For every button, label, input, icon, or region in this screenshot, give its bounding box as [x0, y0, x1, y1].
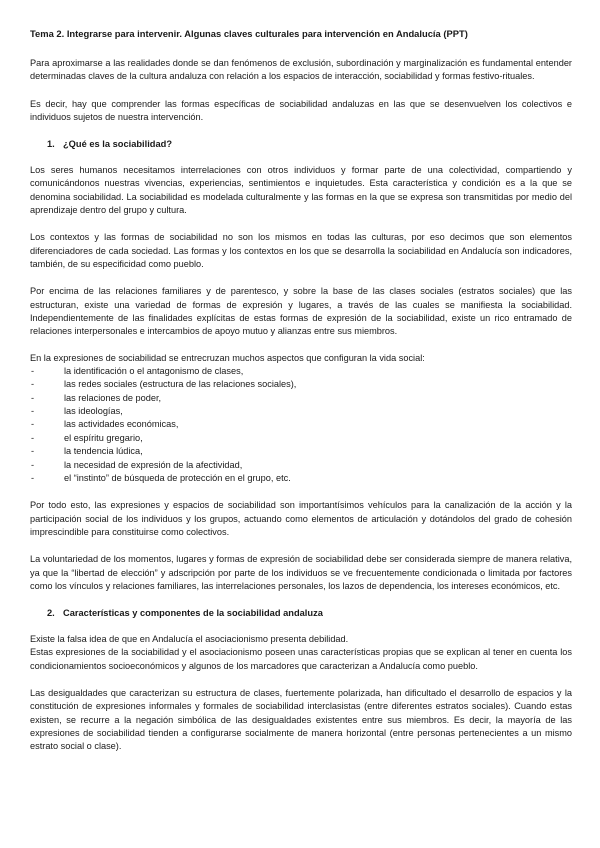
- dash-marker: -: [31, 392, 35, 403]
- section-1-paragraph-5: La voluntariedad de los momentos, lugares y formas de expresión de sociabilidad debe ser considerada siempre de manera relativa, ya que la “libertad de elección” y adscripción por parte de los individuos se ve frecuentemente condicionada o limitada por factores como los vínculos y relaciones familiares, las interrelaciones personales, los lazos de dependencia, los intereses económicos, etc.: [30, 554, 572, 591]
- list-item: - la necesidad de expresión de la afectividad,: [30, 459, 572, 472]
- section-1-paragraph-4: Por todo esto, las expresiones y espacios de sociabilidad son importantísimos vehículos para la canalización de la acción y la participación social de los individuos y los grupos, actuando como elementos de articulación y dotándolos del grado de cohesión imprescindible para constituirse como colectivos.: [30, 500, 572, 537]
- section-2-paragraph-2: Las desigualdades que caracterizan su estructura de clases, fuertemente polarizada, han dificultado el desarrollo de espacios y la constitución de expresiones informales y formales de sociabilidad interclasistas (entre diferentes estratos sociales). Cuando estas existen, se recurre a la negación simbólica de las desigualdades existentes entre sus miembros. Es decir, la mayoría de las expresiones de sociabilidad tienden a configurarse socialmente de manera horizontal (entre personas pertenecientes a un mismo estrato social o clase).: [30, 688, 572, 752]
- section-1-number: 1.: [47, 139, 55, 150]
- section-1-heading: [30, 138, 572, 151]
- dash-marker: -: [31, 432, 35, 443]
- section-2-paragraph-1b: Estas expresiones de la sociabilidad y el asociacionismo poseen unas características propias que se explican al tener en cuenta los condicionamientos socioeconómicos y algunos de los marcadores que caracterizan a Andalucía como pueblo.: [30, 647, 572, 671]
- dash-marker: -: [31, 473, 35, 483]
- list-item: - la identificación o el antagonismo de clases,: [30, 365, 572, 378]
- social-aspects-list: [30, 365, 572, 486]
- list-item: - el espíritu gregario,: [30, 432, 572, 445]
- list-item: - las redes sociales (estructura de las relaciones sociales),: [30, 378, 572, 391]
- section-2-number: 2.: [47, 608, 55, 619]
- list-item: - las ideologías,: [30, 405, 572, 418]
- intro-paragraph-2: Es decir, hay que comprender las formas específicas de sociabilidad andaluzas en las que se desenvuelven los colectivos e individuos sujetos de nuestra intervención.: [30, 98, 572, 122]
- section-1-paragraph-3: Por encima de las relaciones familiares y de parentesco, y sobre la base de las clases sociales (estratos sociales) que las estructuran, existe una variedad de formas de expresión y lugares, a través de las cuales se manifiesta la sociabilidad. Independientemente de las finalidades explícitas de estas formas de expresión de la sociabilidad, existe un rico entramado de relaciones interpersonales e intercambios de apoyo mutuo y alianzas entre sus miembros.: [30, 286, 572, 337]
- dash-marker: -: [31, 459, 35, 470]
- dash-marker: -: [31, 405, 35, 416]
- dash-marker: -: [31, 419, 35, 430]
- list-item: - el “instinto” de búsqueda de protección en el grupo, etc.: [30, 472, 572, 485]
- section-1-paragraph-1: Los seres humanos necesitamos interrelaciones con otros individuos y formar parte de una colectividad, compartiendo y comunicándonos nuestras vivencias, experiencias, sentimientos e inquietudes. Esta característica y condición es a la que se denomina sociabilidad. La sociabilidad es modelada culturalmente y las formas en la que se expresa son transmitidas por medio del aprendizaje dentro del grupo y cultura.: [30, 165, 572, 216]
- section-1-title: ¿Qué es la sociabilidad?: [63, 139, 173, 150]
- list-item: - la tendencia lúdica,: [30, 445, 572, 458]
- list-item: - las relaciones de poder,: [30, 392, 572, 405]
- intro-paragraph-1: Para aproximarse a las realidades donde se dan fenómenos de exclusión, subordinación y marginalización es fundamental entender determinadas claves de la cultura andaluza con relación a los espacios de interacción, sociabilidad y formas festivo-rituales.: [30, 58, 572, 82]
- section-2-title: Características y componentes de la sociabilidad andaluza: [63, 608, 323, 619]
- section-2-heading: [30, 607, 572, 620]
- dash-marker: -: [31, 379, 35, 390]
- section-1-paragraph-2: Los contextos y las formas de sociabilidad no son los mismos en todas las culturas, por eso decimos que son elementos diferenciadores de cada sociedad. Las formas y los contextos en los que se desarrolla la sociabilidad en Andalucía son indicadores, también, de su especificidad como pueblo.: [30, 232, 572, 269]
- document-body: [30, 27, 572, 768]
- dash-marker: -: [31, 446, 35, 457]
- document-title: Tema 2. Integrarse para intervenir. Algunas claves culturales para intervención en Andalucía (PPT): [30, 28, 468, 39]
- list-item: - las actividades económicas,: [30, 418, 572, 431]
- dash-marker: -: [31, 365, 35, 376]
- section-1-list-intro: En la expresiones de sociabilidad se entrecruzan muchos aspectos que configuran la vida social:: [30, 353, 425, 364]
- section-2-paragraph-1a: Existe la falsa idea de que en Andalucía el asociacionismo presenta debilidad.: [30, 634, 349, 645]
